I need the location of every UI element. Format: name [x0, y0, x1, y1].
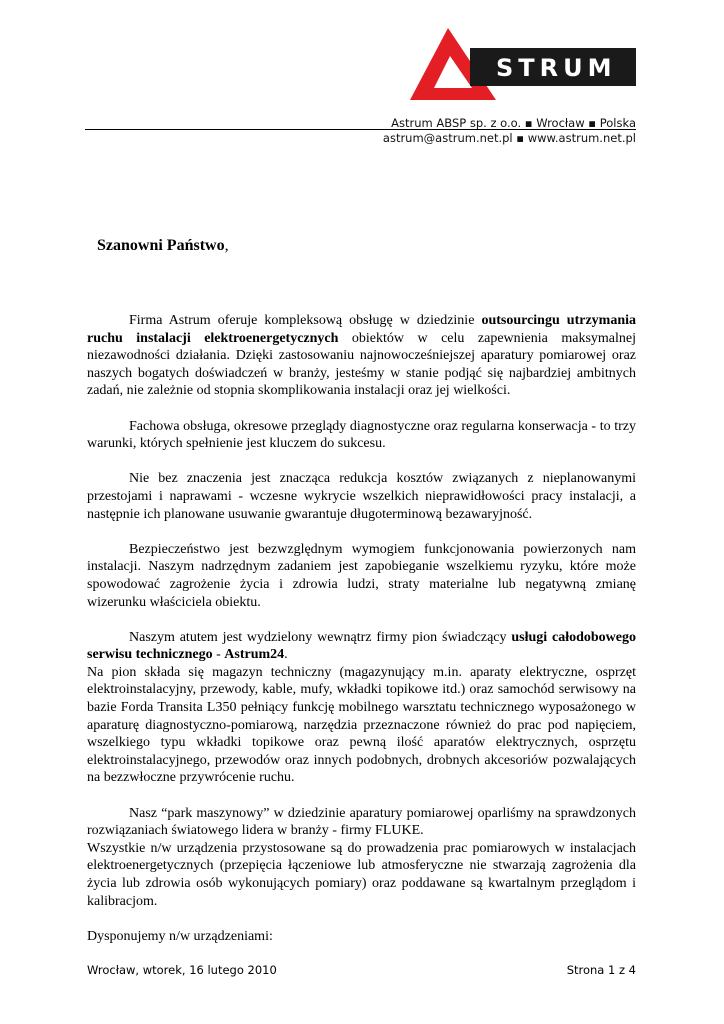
company-contact: astrum@astrum.net.pl ▪ www.astrum.net.pl — [382, 131, 636, 145]
bold-text: outsourcingu utrzymania ruchu instalacji elektroenergetycznych — [87, 313, 636, 346]
salutation-greeting: Szanowni Państwo — [97, 237, 225, 254]
company-address: Astrum ABSP sp. z o.o. ▪ Wrocław ▪ Polska — [391, 116, 636, 130]
text-run: - — [212, 647, 225, 663]
astrum-logo — [410, 28, 636, 100]
salutation — [97, 237, 229, 255]
paragraph-devices: Wszystkie n/w urządzenia przystosowane są do prowadzenia prac pomiarowych w instalacjach elektroenergetycznych (przepięcia łączeniowe lub atmosferyczne nie stwarzają zagrożenia dla życia lub zdrowia osób wykonujących pomiary) oraz poddawane są kwartalnym przeglądom i kalibracjom. — [87, 840, 636, 909]
header-divider — [85, 129, 636, 130]
page-footer — [87, 963, 636, 977]
bold-text: usługi całodobowego serwisu technicznego — [87, 629, 636, 663]
logo-brand-text: STRUM — [496, 54, 617, 82]
text-run: Firma Astrum oferuje kompleksową obsługę w dziedzinie — [129, 313, 482, 328]
paragraph-outsourcing — [87, 312, 636, 400]
footer-page-number: Strona 1 z 4 — [566, 963, 636, 977]
text-run: . — [284, 647, 288, 663]
company-header — [383, 116, 636, 146]
paragraph-list-intro: Dysponujemy n/w urządzeniami: — [87, 928, 273, 944]
paragraph-safety: Bezpieczeństwo jest bezwzględnym wymogiem funkcjonowania powierzonych nam instalacji. Naszym nadrzędnym zadaniem jest zapobieganie wszelkiemu ryzyku, które może spowodować zagrożenie życia i zdrowia ludzi, straty materialne lub negatywną zmianę wizerunku właściciela obiektu. — [87, 541, 636, 610]
letter-body — [87, 312, 636, 963]
paragraph-warehouse: Na pion składa się magazyn techniczny (magazynujący m.in. aparaty elektryczne, osprzęt elektroinstalacyjny, przewody, kable, mufy, wkładki topikowe itd.) oraz samochód serwisowy na bazie Forda Transita L350 pełniący funkcję mobilnego warsztatu technicznego wyposażonego w aparaturę diagnostyczno-pomiarową, narzędzia przeznaczone również do prac pod napięciem, wszelkiego typu wkładki topikowe oraz pewną ilość aparatów elektrycznych, osprzętu elektroinstalacyjnego, przewodów oraz innych podobnych, drobnych akcesoriów pozwalających na bezzwłoczne przywrócenie ruchu. — [87, 664, 636, 786]
salutation-punct: , — [224, 237, 229, 254]
paragraph-costs: Nie bez znaczenia jest znacząca redukcja kosztów związanych z nieplanowanymi przestojami i naprawami - wczesne wykrycie wszelkich nieprawidłowości pracy instalacji, a następnie ich planowane usuwanie gwarantuje długoterminową bezawaryjność. — [87, 471, 636, 522]
text-run: obiektów w celu zapewnienia maksymalnej niezawodności działania. Dzięki zastosowaniu najnowocześniejszej aparatury pomiarowej oraz naszych bogatych doświadczeń w branży, jesteśmy w stanie podjąć się najbardziej ambitnych zadań, nie zależnie od stopnia skomplikowania instalacji oraz jej wielkości. — [87, 330, 636, 399]
paragraph-service: Fachowa obsługa, okresowe przeglądy diagnostyczne oraz regularna konserwacja - to trzy warunki, których spełnienie jest kluczem do sukcesu. — [87, 418, 636, 452]
footer-date: Wrocław, wtorek, 16 lutego 2010 — [87, 963, 277, 977]
paragraph-fluke: Nasz “park maszynowy” w dziedzinie aparatury pomiarowej oparliśmy na sprawdzonych rozwiązaniach światowego lidera w branży - firmy FLUKE. — [87, 805, 636, 839]
bold-text: Astrum24 — [224, 647, 285, 663]
text-run: Naszym atutem jest wydzielony wewnątrz firmy pion świadczący — [129, 629, 512, 645]
paragraph-astrum24 — [87, 629, 636, 664]
